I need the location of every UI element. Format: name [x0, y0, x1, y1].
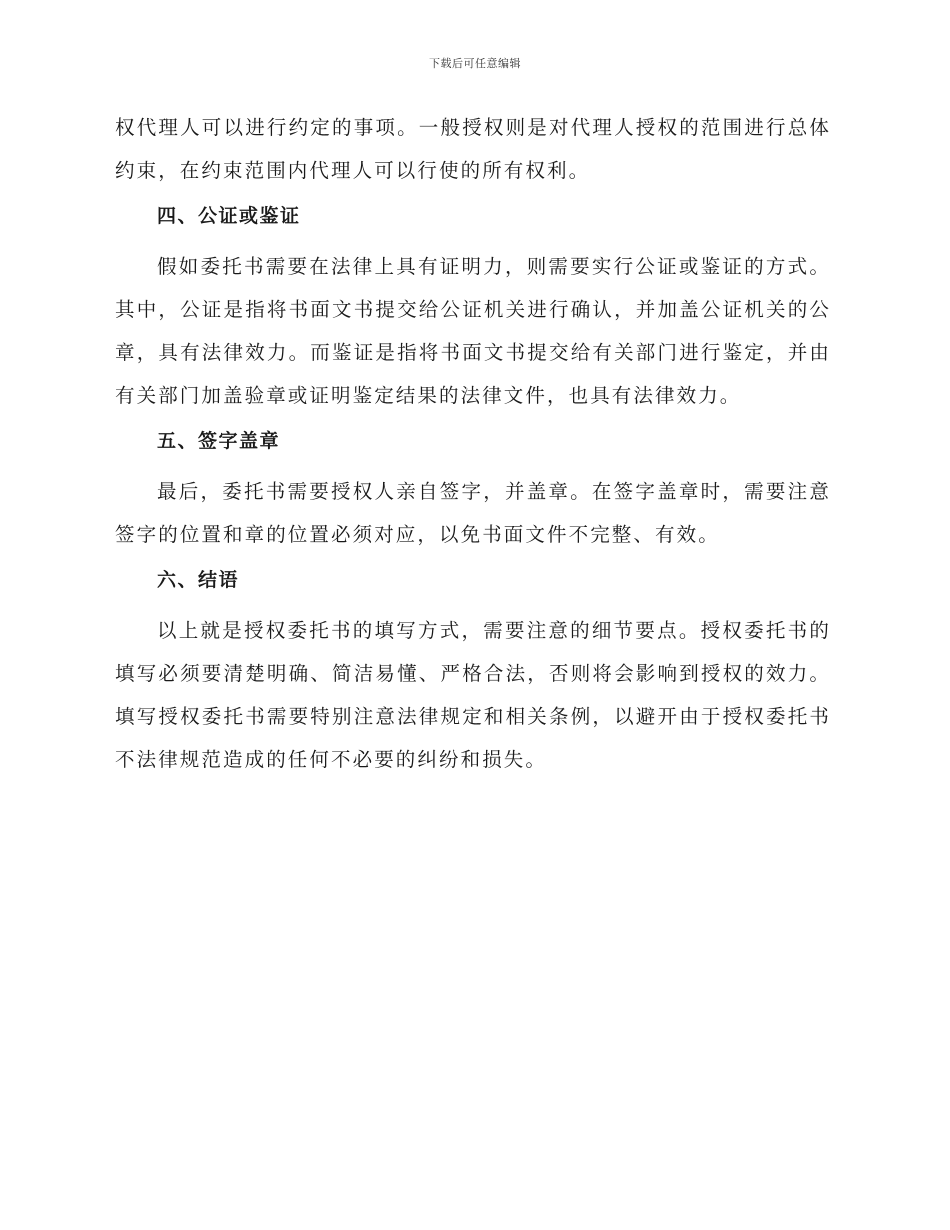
page-header: 下载后可任意编辑	[429, 57, 521, 70]
paragraph-conclusion: 以上就是授权委托书的填写方式，需要注意的细节要点。授权委托书的填写必须要清楚明确、简洁易懂、严格合法，否则将会影响到授权的效力。填写授权委托书需要特别注意法律规定和相关条例，以避开由于授权委托书不法律规范造成的任何不必要的纠纷和损失。	[115, 619, 831, 771]
paragraph-signature: 最后，委托书需要授权人亲自签字，并盖章。在签字盖章时，需要注意签字的位置和章的位置必须对应，以免书面文件不完整、有效。	[115, 480, 831, 546]
section-heading-conclusion: 六、结语	[157, 569, 240, 591]
section-heading-notarization: 四、公证或鉴证	[157, 205, 301, 227]
paragraph-notarization: 假如委托书需要在法律上具有证明力，则需要实行公证或鉴证的方式。其中，公证是指将书面文书提交给公证机关进行确认，并加盖公证机关的公章，具有法律效力。而鉴证是指将书面文书提交给有关部门进行鉴定，并由有关部门加盖验章或证明鉴定结果的法律文件，也具有法律效力。	[115, 255, 831, 407]
section-heading-signature: 五、签字盖章	[157, 430, 281, 452]
document-body	[115, 106, 831, 781]
paragraph-continued: 权代理人可以进行约定的事项。一般授权则是对代理人授权的范围进行总体约束，在约束范围内代理人可以行使的所有权利。	[115, 116, 831, 182]
